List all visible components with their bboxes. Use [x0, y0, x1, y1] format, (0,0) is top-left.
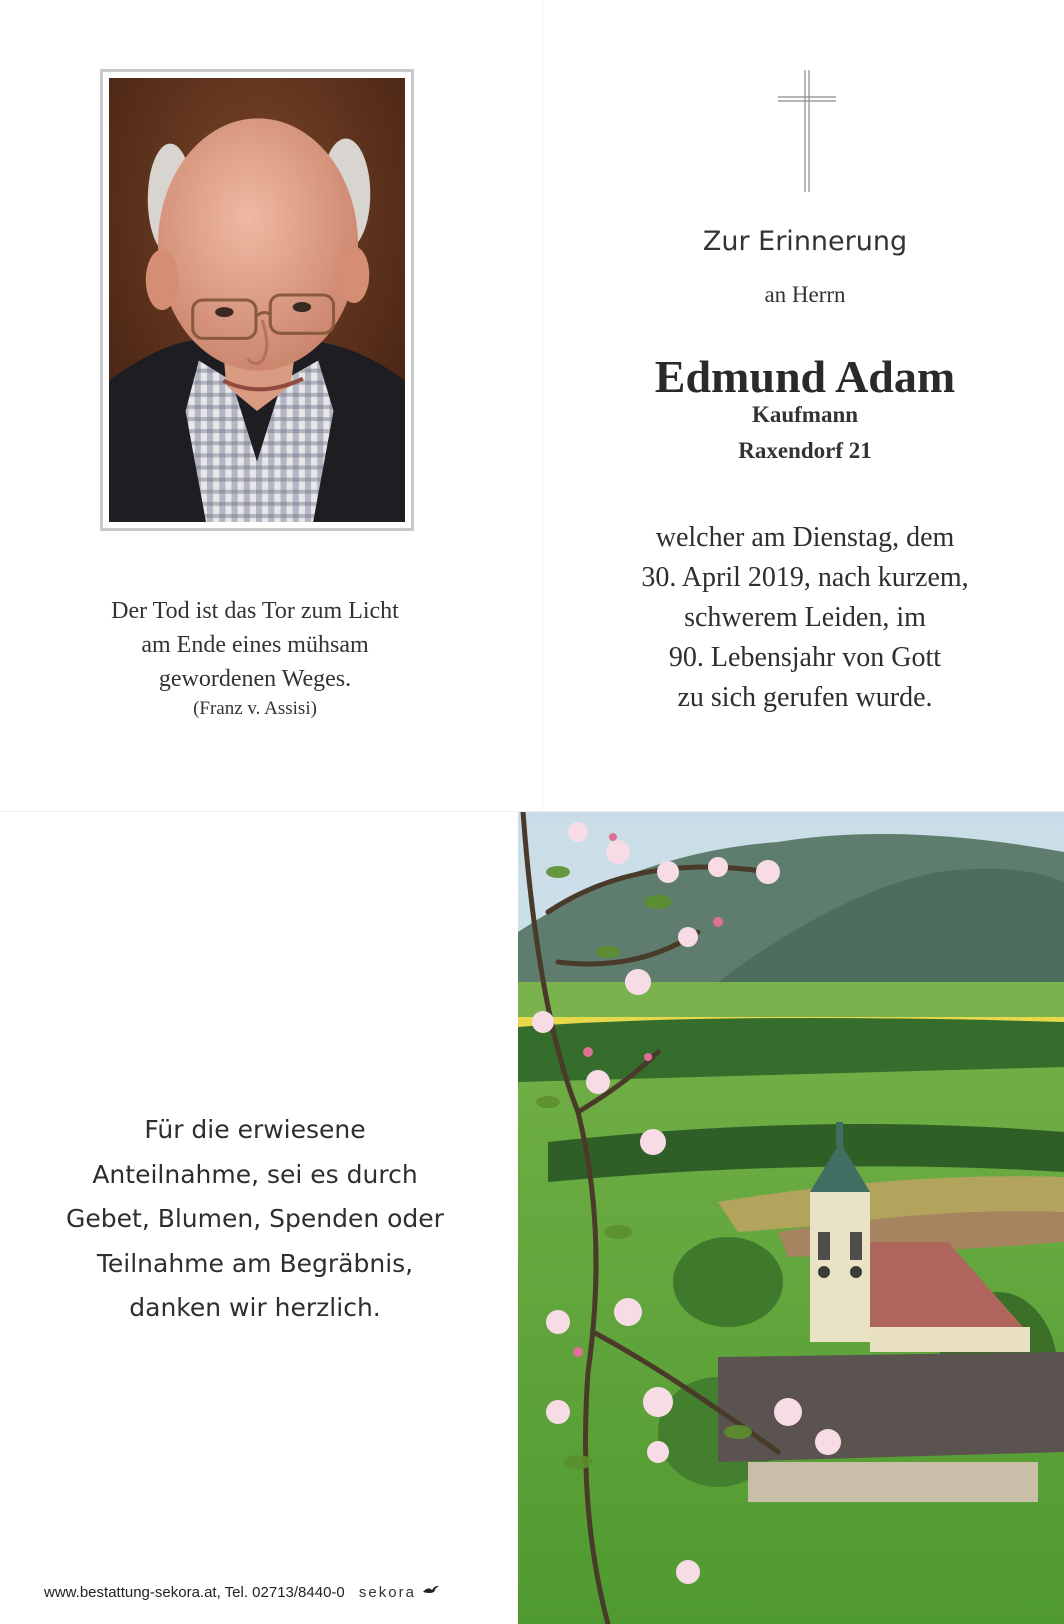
quote-line: Der Tod ist das Tor zum Licht [111, 598, 399, 624]
portrait-frame [100, 69, 414, 531]
quote-line: gewordenen Weges. [158, 666, 352, 692]
quote-line: am Ende eines mühsam [141, 632, 369, 658]
address: Raxendorf 21 [738, 438, 872, 463]
death-notice [560, 518, 1050, 718]
landscape-photo [518, 812, 1064, 1624]
brand-logo [359, 1584, 440, 1601]
thanks-line: Für die erwiesene [144, 1115, 366, 1144]
bird-logo-icon [422, 1584, 440, 1596]
fold-line-vertical [542, 0, 543, 811]
footer [44, 1584, 484, 1610]
deceased-name: Edmund Adam [654, 351, 956, 402]
footer-contact: www.bestattung-sekora.at, Tel. 02713/8440-0 [44, 1584, 345, 1601]
thanks-line: danken wir herzlich. [129, 1293, 381, 1322]
notice-line: zu sich gerufen wurde. [677, 682, 933, 713]
portrait-photo [109, 78, 405, 522]
cross-icon [774, 68, 840, 194]
notice-line: 30. April 2019, nach kurzem, [641, 562, 969, 593]
memorial-heading: Zur Erinnerung [702, 226, 908, 257]
quote-author: (Franz v. Assisi) [193, 698, 317, 719]
notice-line: welcher am Dienstag, dem [655, 522, 955, 553]
thanks-line: Gebet, Blumen, Spenden oder [66, 1204, 444, 1233]
quote-block [60, 594, 450, 722]
thanks-line: Teilnahme am Begräbnis, [96, 1248, 414, 1278]
brand-name: sekora [358, 1584, 416, 1601]
thanks-block [40, 1108, 470, 1331]
notice-line: schwerem Leiden, im [684, 602, 926, 633]
occupation: Kaufmann [751, 402, 859, 427]
thanks-line: Anteilnahme, sei es durch [92, 1159, 418, 1189]
salutation: an Herrn [764, 282, 846, 307]
notice-line: 90. Lebensjahr von Gott [668, 642, 942, 673]
